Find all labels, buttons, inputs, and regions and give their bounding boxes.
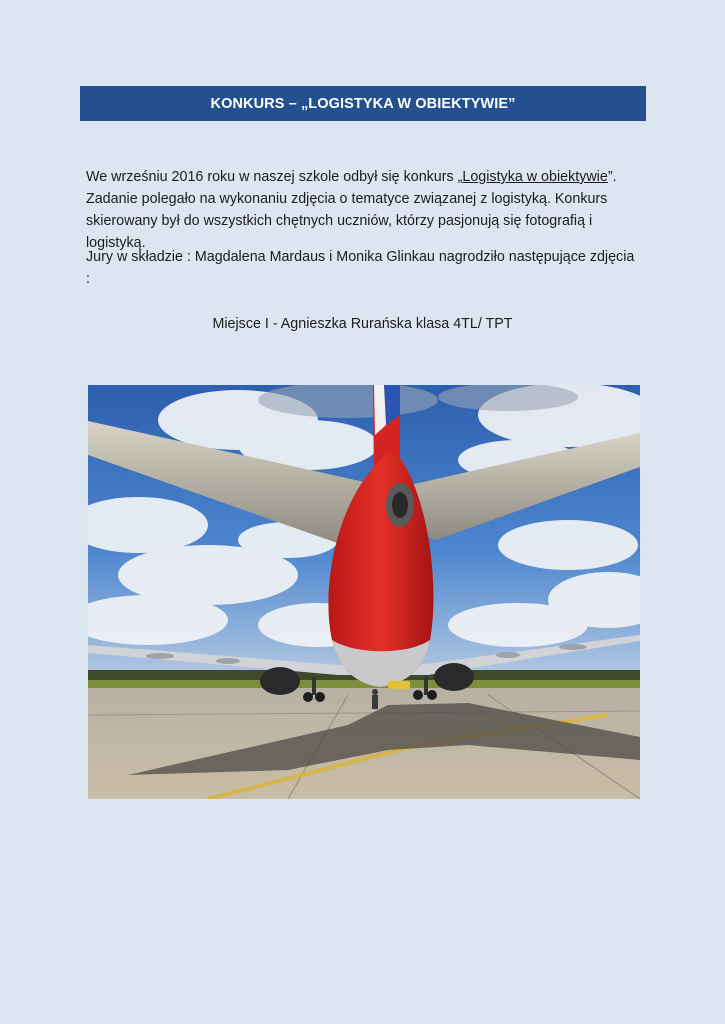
title-banner bbox=[80, 86, 646, 121]
intro-paragraph bbox=[86, 166, 642, 254]
page-title: KONKURS – „LOGISTYKA W OBIEKTYWIE” bbox=[210, 95, 516, 112]
intro-text-start: We wrześniu 2016 roku w naszej szkole odbył się konkurs „ bbox=[86, 169, 463, 185]
winning-photo-airplane-tail bbox=[88, 385, 640, 799]
contest-link[interactable]: Logistyka w obiektywie bbox=[462, 169, 608, 185]
first-place-caption: Miejsce I - Agnieszka Rurańska klasa 4TL/ TPT bbox=[212, 316, 513, 332]
intro-text-end: ”. Zadanie polegało na wykonaniu zdjęcia o tematyce związanej z logistyką. Konkurs skierowany był do wszystkich chętnych uczniów, którzy pasjonują się fotografią i logistyką. bbox=[86, 169, 617, 251]
jury-paragraph: Jury w składzie : Magdalena Mardaus i Monika Glinkau nagrodziło następujące zdjęcia : bbox=[86, 249, 635, 287]
